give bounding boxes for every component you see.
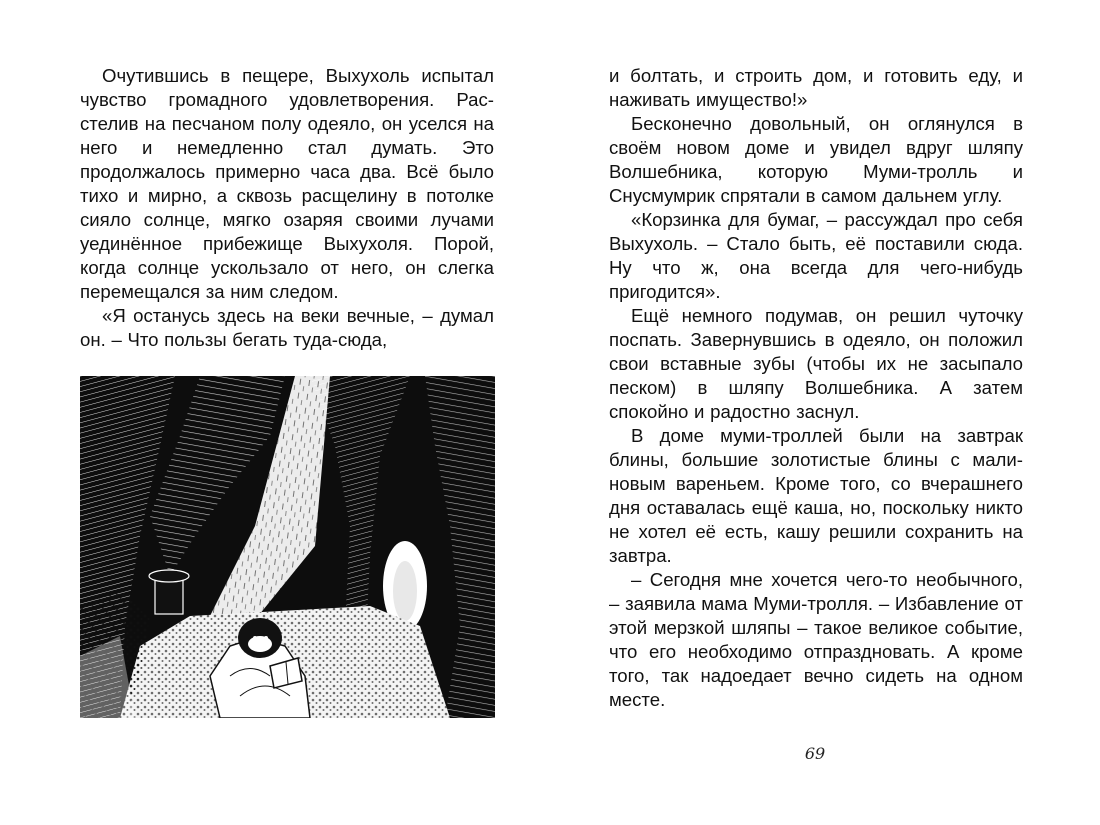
paragraph: и болтать, и строить дом, и готовить еду, и наживать имущество!» (609, 65, 1023, 110)
paragraph: – Сегодня мне хочется чего-то необычного, – заявила мама Муми-тролля. – Избавление от этой мерзкой шляпы – такое великое событие, что его необходимо отпраздновать. А кроме того, так надоедает вечно сидеть на одном месте. (609, 569, 1023, 710)
paragraph: Очутившись в пещере, Выхухоль испытал чувство громадного удовлетворения. Расстелив на песчаном полу одеяло, он уселся на него и немедленно стал думать. Это продолжалось примерно часа два. Всё было тихо и мирно, а сквозь расщелину в потолке сияло солнце, мягко озаряя своими лучами уединённое прибежище Выхухоля. Порой, когда солнце ускользало от него, он слегка перемещался за ним следом. (80, 65, 494, 302)
paragraph: Бесконечно довольный, он оглянулся в своём новом доме и увидел вдруг шляпу Волшебника, которую Муми-тролль и Снусмумрик спрятали в самом дальнем углу. (609, 113, 1023, 206)
paragraph: «Корзинка для бумаг, – рассуждал про себя Выхухоль. – Стало быть, её поставили сюда. Ну что ж, она всегда для чего-нибудь пригодится». (609, 209, 1023, 302)
paragraph: «Я останусь здесь на веки вечные, – думал он. – Что пользы бегать туда-сюда, (80, 305, 494, 350)
cave-illustration-icon (80, 376, 495, 718)
paragraph: В доме муми-троллей были на завтрак блины, большие золотистые блины с малиновым вареньем. Кроме того, со вчерашнего дня оставалась ещё каша, но, поскольку никто не хотел её есть, кашу решили сохранить на завтра. (609, 425, 1023, 566)
page-number: 69 (804, 744, 826, 763)
left-page-text (80, 64, 494, 352)
cave-illustration (80, 376, 495, 718)
paragraph: Ещё немного подумав, он решил чуточку поспать. Завернувшись в одеяло, он положил свои вставные зубы (чтобы их не засыпало песком) в шляпу Волшебника. А затем спокойно и радостно заснул. (609, 305, 1023, 422)
right-page-text (609, 64, 1023, 712)
